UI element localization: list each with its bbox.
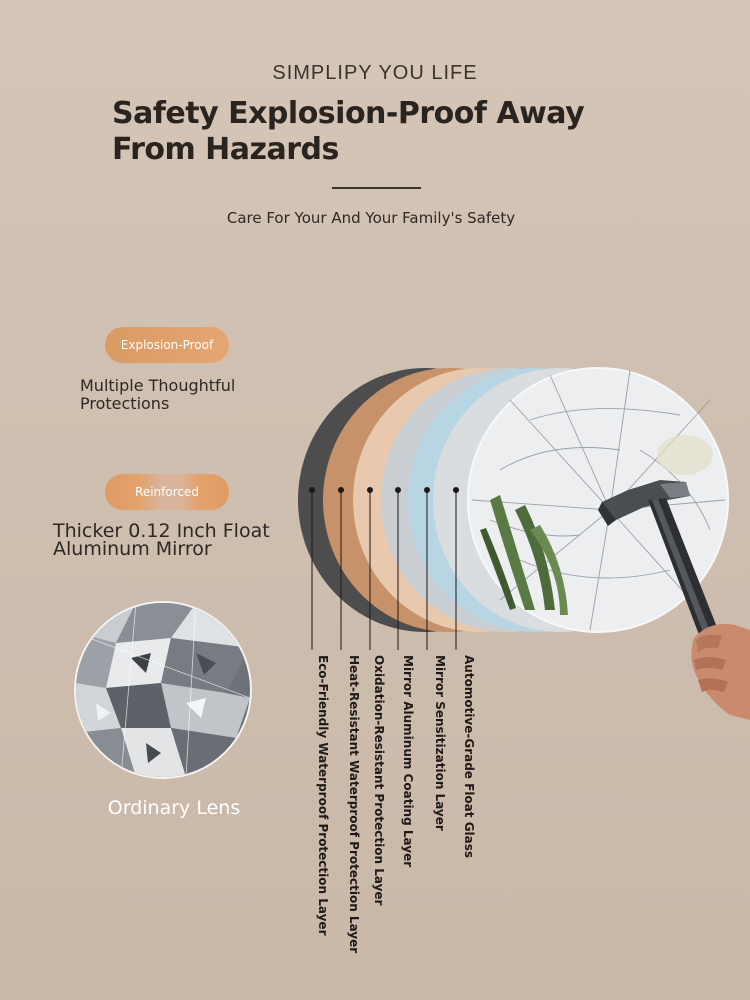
eyebrow-tagline: SIMPLIPY YOU LIFE xyxy=(272,62,478,84)
hand-icon xyxy=(590,470,750,730)
layer-label-5: Mirror Sensitization Layer xyxy=(433,655,447,831)
layer-label-2: Heat-Resistant Waterproof Protection Layer xyxy=(347,655,361,954)
title-divider xyxy=(332,187,421,189)
page-subtitle: Care For Your And Your Family's Safety xyxy=(226,209,516,227)
feature-text-protections: Multiple Thoughtful Protections xyxy=(80,376,236,413)
layer-label-3: Oxidation-Resistant Protection Layer xyxy=(372,655,386,906)
explosion-proof-badge: Explosion-Proof xyxy=(105,327,229,363)
ordinary-lens-label: Ordinary Lens xyxy=(107,797,241,819)
shattered-mirror-icon xyxy=(76,603,250,777)
reinforced-badge: Reinforced xyxy=(105,474,229,510)
feature-text-mirror: Thicker 0.12 Inch Float Aluminum Mirror xyxy=(53,520,270,560)
layer-label-6: Automotive-Grade Float Glass xyxy=(462,655,476,859)
page-headline: Safety Explosion-Proof Away From Hazards xyxy=(112,96,585,167)
layer-label-4: Mirror Aluminum Coating Layer xyxy=(401,655,415,868)
hammer-icon xyxy=(598,480,722,648)
layer-label-1: Eco-Friendly Waterproof Protection Layer xyxy=(316,655,330,936)
ordinary-lens-image xyxy=(76,603,250,777)
